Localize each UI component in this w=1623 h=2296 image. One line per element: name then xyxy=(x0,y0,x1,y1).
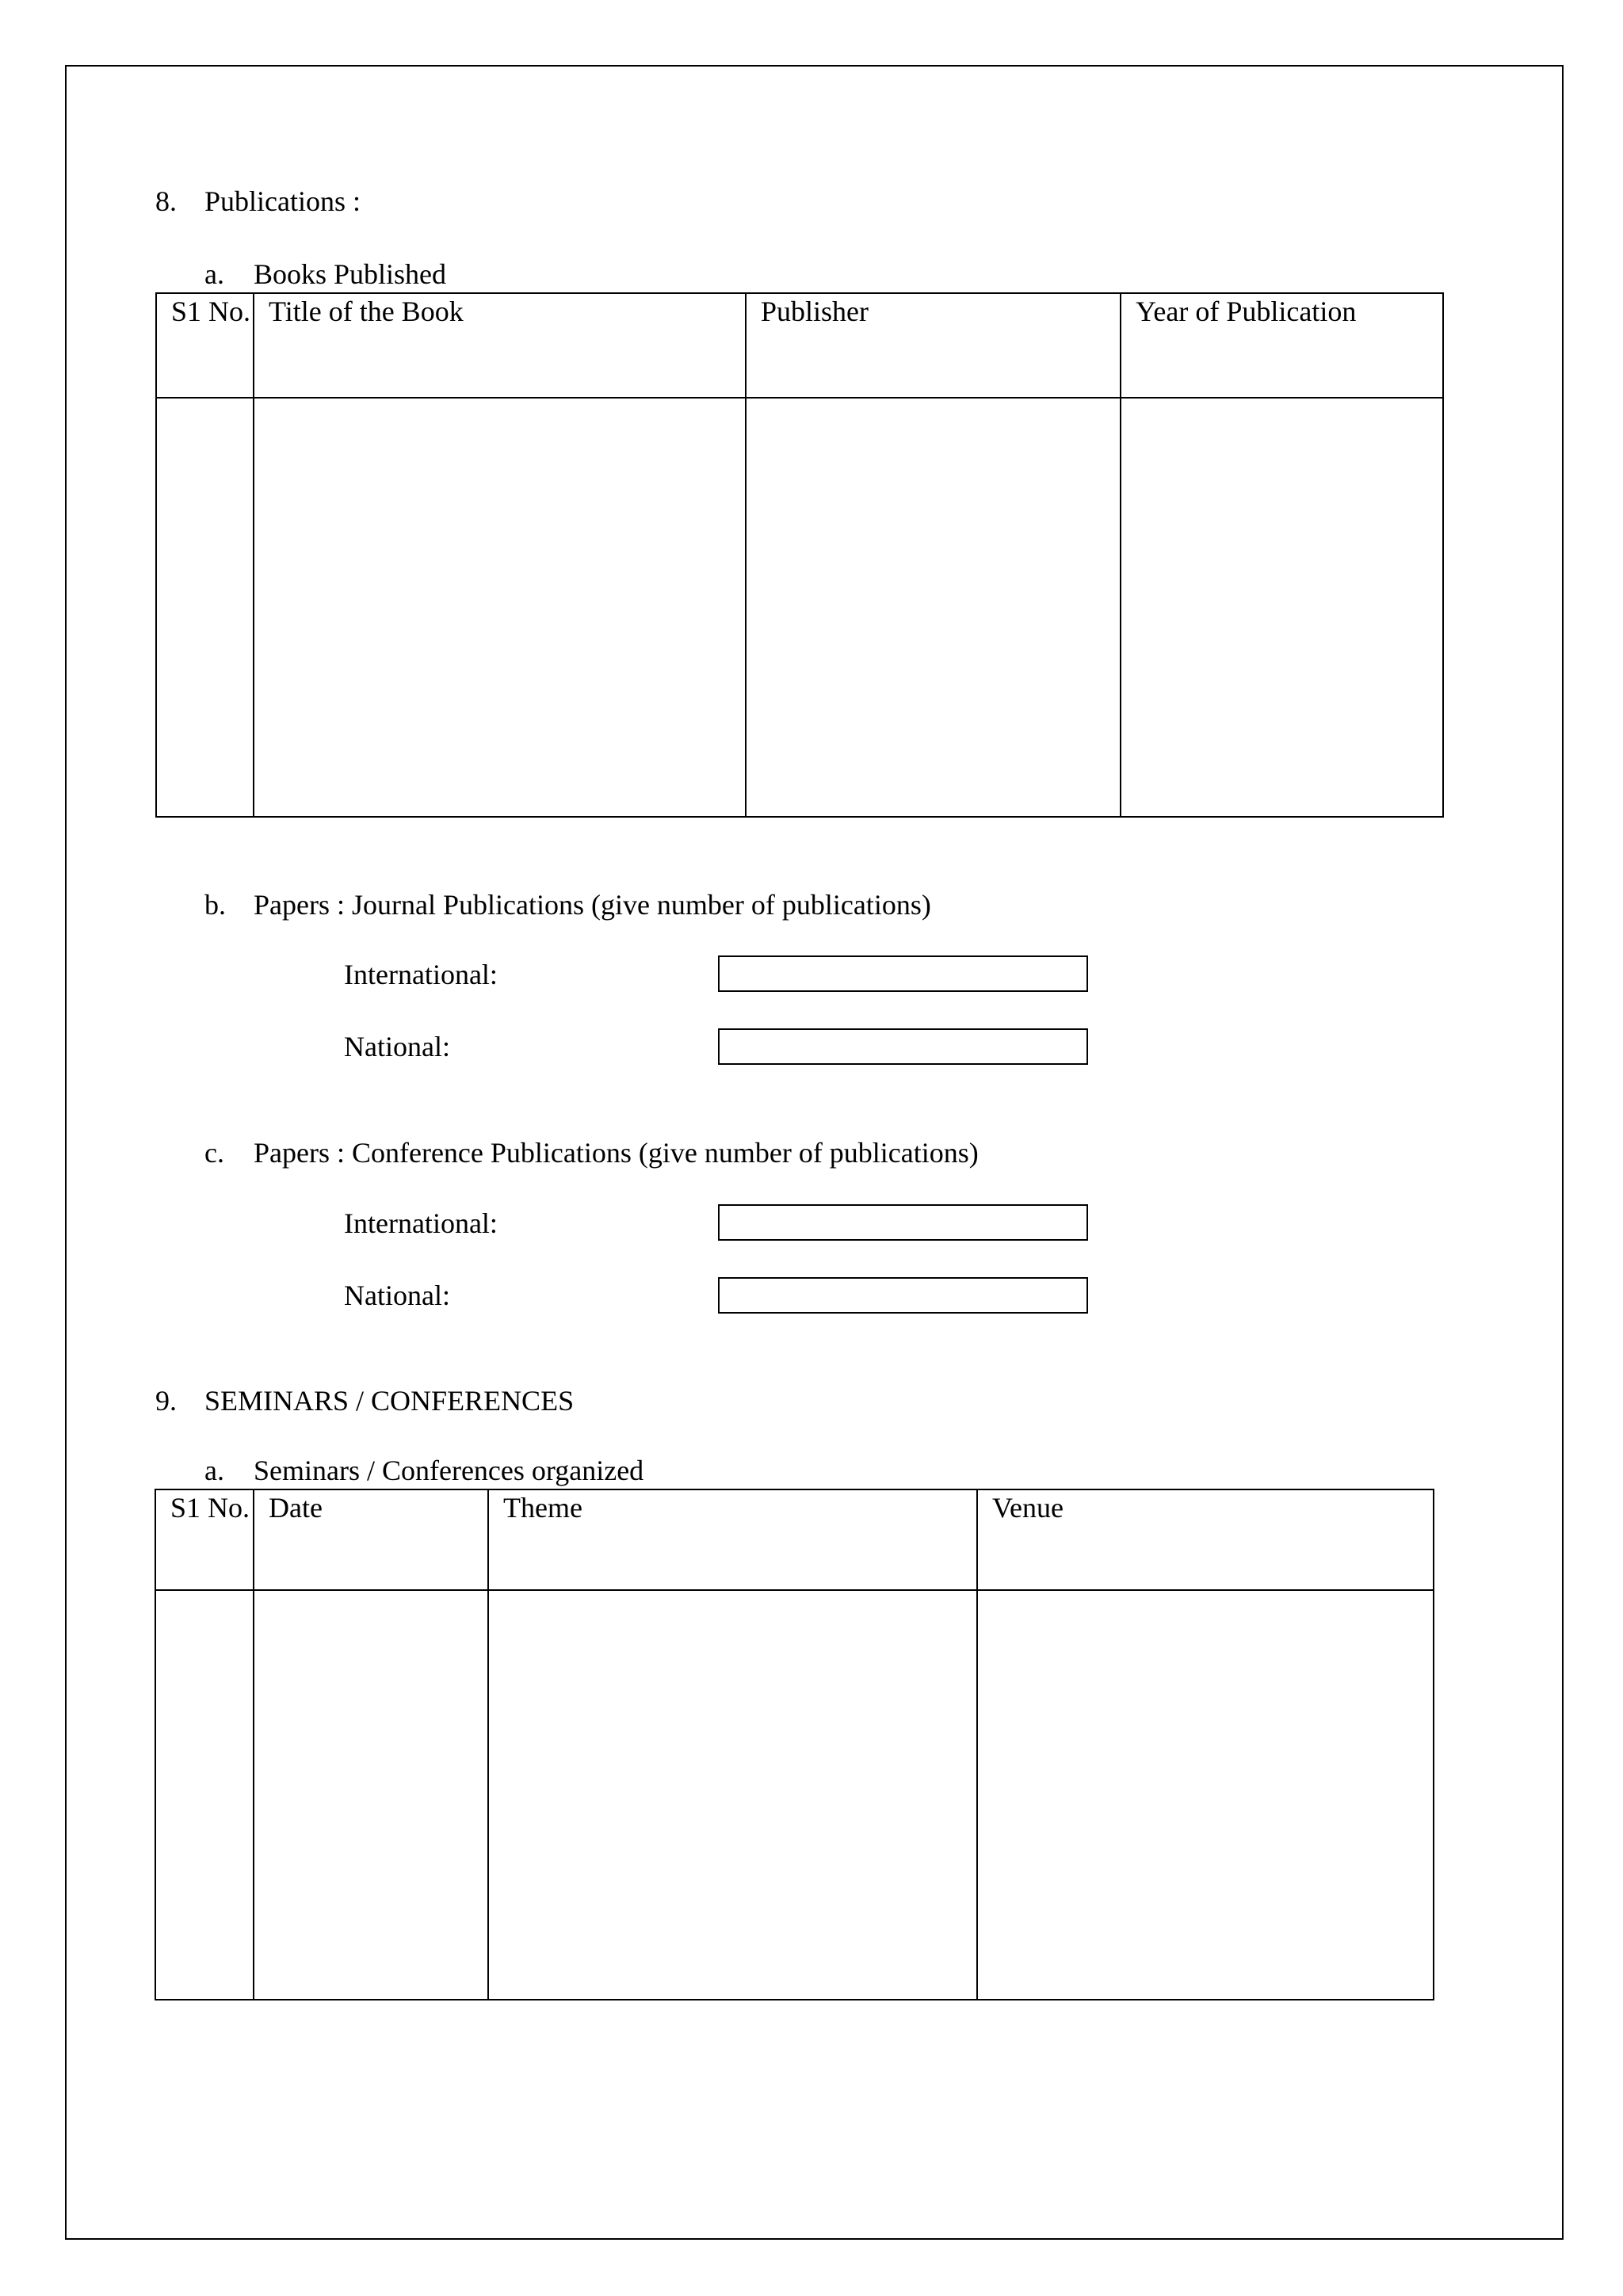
cell-title-of-book[interactable] xyxy=(254,398,746,817)
cell-theme[interactable] xyxy=(488,1590,977,2000)
header-date: Date xyxy=(254,1489,488,1590)
table-header-row xyxy=(156,293,1443,398)
conference-publications-label: Papers : Conference Publications (give number of publications) xyxy=(254,1137,979,1169)
table-row xyxy=(156,398,1443,817)
header-title-of-book: Title of the Book xyxy=(254,293,746,398)
cell-venue[interactable] xyxy=(977,1590,1434,2000)
journal-national-input[interactable] xyxy=(718,1028,1088,1065)
conference-international-label: International: xyxy=(344,1207,498,1239)
books-published-table xyxy=(155,292,1444,818)
conference-publications-letter: c. xyxy=(204,1137,224,1169)
header-year-of-publication: Year of Publication xyxy=(1121,293,1443,398)
books-published-heading xyxy=(204,257,446,292)
journal-publications-letter: b. xyxy=(204,889,226,921)
table-header-row xyxy=(155,1489,1434,1590)
conference-national-label: National: xyxy=(344,1280,450,1311)
section-8-number: 8. xyxy=(155,185,177,217)
seminars-organized-heading xyxy=(204,1453,643,1489)
cell-sl-no[interactable] xyxy=(155,1590,254,2000)
journal-international-label: International: xyxy=(344,959,498,990)
books-published-label: Books Published xyxy=(254,258,447,290)
cell-date[interactable] xyxy=(254,1590,488,2000)
journal-publications-label: Papers : Journal Publications (give number of publications) xyxy=(254,889,931,921)
seminars-organized-label: Seminars / Conferences organized xyxy=(254,1455,644,1486)
conference-national-input[interactable] xyxy=(718,1277,1088,1314)
section-9-number: 9. xyxy=(155,1385,177,1417)
cell-publisher[interactable] xyxy=(746,398,1121,817)
seminars-organized-letter: a. xyxy=(204,1455,224,1486)
header-sl-no: S1 No. xyxy=(156,293,254,398)
section-9-title: SEMINARS / CONFERENCES xyxy=(204,1385,575,1417)
header-publisher: Publisher xyxy=(746,293,1121,398)
journal-publications-heading xyxy=(204,887,931,923)
journal-international-input[interactable] xyxy=(718,955,1088,992)
books-published-letter: a. xyxy=(204,258,224,290)
header-theme: Theme xyxy=(488,1489,977,1590)
seminars-organized-table xyxy=(155,1489,1434,2000)
table-row xyxy=(155,1590,1434,2000)
header-sl-no: S1 No. xyxy=(155,1489,254,1590)
section-9-heading xyxy=(155,1383,574,1419)
cell-sl-no[interactable] xyxy=(156,398,254,817)
journal-national-label: National: xyxy=(344,1031,450,1062)
section-8-title: Publications : xyxy=(204,185,361,217)
conference-international-input[interactable] xyxy=(718,1204,1088,1241)
cell-year-of-publication[interactable] xyxy=(1121,398,1443,817)
section-8-heading xyxy=(155,184,361,219)
conference-publications-heading xyxy=(204,1135,979,1171)
header-venue: Venue xyxy=(977,1489,1434,1590)
